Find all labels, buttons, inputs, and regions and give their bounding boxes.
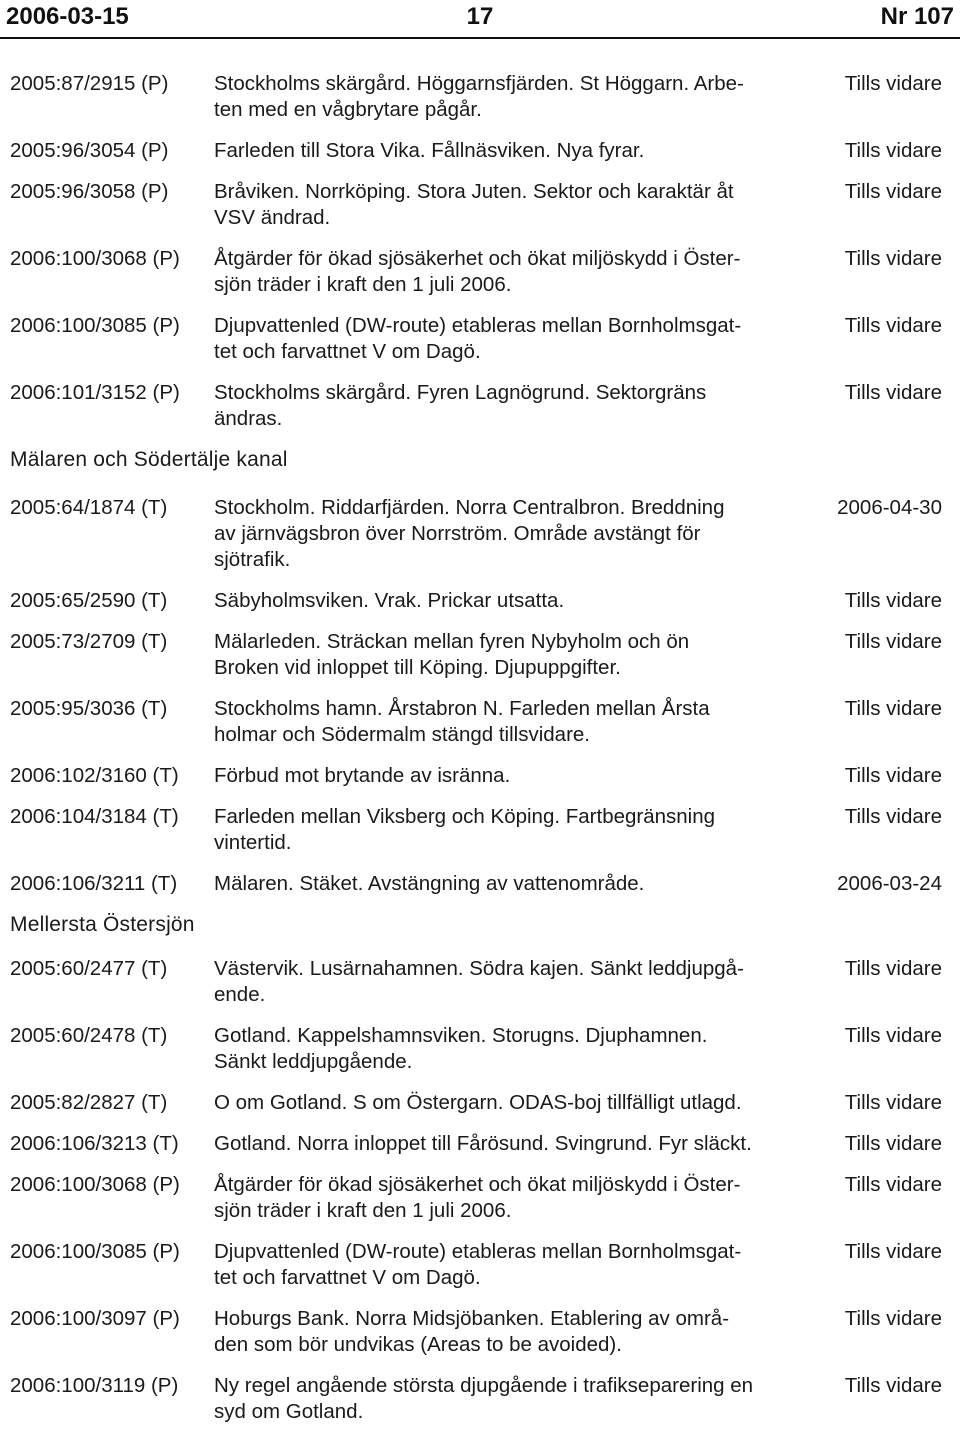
notice-description: Stockholm. Riddarfjärden. Norra Centralbron. Breddning av järnvägsbron över Norrström. Område avstängt för sjötrafik. xyxy=(214,496,725,571)
notice-description: Gotland. Norra inloppet till Fårösund. Svingrund. Fyr släckt. xyxy=(214,1132,752,1155)
notice-description: Stockholms skärgård. Höggarnsfjärden. St Höggarn. Arbe- ten med en vågbrytare pågår. xyxy=(214,72,744,121)
page-header xyxy=(0,0,960,34)
notice-id: 2005:60/2477 (T) xyxy=(10,957,168,980)
notice-id: 2006:106/3213 (T) xyxy=(10,1132,179,1155)
notice-id: 2006:100/3068 (P) xyxy=(10,1173,180,1196)
header-page-number: 17 xyxy=(466,3,494,30)
notice-description: Djupvattenled (DW-route) etableras mellan Bornholmsgat- tet och farvattnet V om Dagö. xyxy=(214,314,742,363)
notice-description: Åtgärder för ökad sjösäkerhet och ökat miljöskydd i Öster- sjön träder i kraft den 1 juli 2006. xyxy=(214,1173,741,1222)
header-issue-number: Nr 107 xyxy=(880,3,954,30)
notice-description: Mälaren. Stäket. Avstängning av vattenområde. xyxy=(214,872,645,895)
notice-entry xyxy=(0,1131,960,1157)
header-date: 2006-03-15 xyxy=(6,3,129,30)
notice-entry xyxy=(0,588,960,614)
notice-entry xyxy=(0,138,960,164)
notice-description: O om Gotland. S om Östergarn. ODAS-boj tillfälligt utlagd. xyxy=(214,1091,742,1114)
notice-status: 2006-04-30 xyxy=(837,496,942,519)
notice-description: Säbyholmsviken. Vrak. Prickar utsatta. xyxy=(214,589,565,612)
notice-id: 2005:73/2709 (T) xyxy=(10,630,168,653)
notice-description: Bråviken. Norrköping. Stora Juten. Sektor och karaktär åt VSV ändrad. xyxy=(214,180,734,229)
notice-entry xyxy=(0,1239,960,1291)
notice-entry xyxy=(0,495,960,573)
notice-status: Tills vidare xyxy=(844,957,942,980)
notice-status: Tills vidare xyxy=(844,697,942,720)
notice-group-1 xyxy=(0,71,960,432)
notice-entry xyxy=(0,1023,960,1075)
notice-entry xyxy=(0,696,960,748)
notice-description: Hoburgs Bank. Norra Midsjöbanken. Etablering av områ- den som bör undvikas (Areas to be avoided). xyxy=(214,1307,730,1356)
notice-status: Tills vidare xyxy=(844,805,942,828)
notice-id: 2006:100/3097 (P) xyxy=(10,1307,180,1330)
notice-status: Tills vidare xyxy=(844,1307,942,1330)
notice-id: 2006:104/3184 (T) xyxy=(10,805,179,828)
section-heading-malaren: Mälaren och Södertälje kanal xyxy=(10,448,288,471)
notice-status: Tills vidare xyxy=(844,247,942,270)
notice-group-3 xyxy=(0,956,960,1425)
header-rule xyxy=(0,37,960,39)
notice-id: 2005:60/2478 (T) xyxy=(10,1024,168,1047)
notice-status: Tills vidare xyxy=(844,630,942,653)
notice-entry xyxy=(0,313,960,365)
notice-status: Tills vidare xyxy=(844,314,942,337)
notice-id: 2005:65/2590 (T) xyxy=(10,589,168,612)
notice-entry xyxy=(0,763,960,789)
notice-id: 2005:87/2915 (P) xyxy=(10,72,169,95)
notice-entry xyxy=(0,1090,960,1116)
notice-status: 2006-03-24 xyxy=(837,872,942,895)
notice-entry xyxy=(0,246,960,298)
notice-entry xyxy=(0,871,960,897)
notice-status: Tills vidare xyxy=(844,139,942,162)
notice-entry xyxy=(0,71,960,123)
notice-status: Tills vidare xyxy=(844,1374,942,1397)
notice-status: Tills vidare xyxy=(844,72,942,95)
notice-entry xyxy=(0,1172,960,1224)
notice-id: 2006:102/3160 (T) xyxy=(10,764,179,787)
notice-entry xyxy=(0,1373,960,1425)
notice-list xyxy=(0,71,960,1440)
notice-status: Tills vidare xyxy=(844,1173,942,1196)
notice-entry xyxy=(0,956,960,1008)
notice-description: Förbud mot brytande av isränna. xyxy=(214,764,511,787)
notice-id: 2005:95/3036 (T) xyxy=(10,697,168,720)
notice-id: 2005:82/2827 (T) xyxy=(10,1091,168,1114)
notice-id: 2006:101/3152 (P) xyxy=(10,381,180,404)
notice-description: Stockholms hamn. Årstabron N. Farleden mellan Årsta holmar och Södermalm stängd tillsvidare. xyxy=(214,697,710,746)
notice-id: 2006:100/3119 (P) xyxy=(10,1374,179,1397)
notice-id: 2006:106/3211 (T) xyxy=(10,872,178,895)
notice-id: 2006:100/3085 (P) xyxy=(10,314,180,337)
notice-status: Tills vidare xyxy=(844,1132,942,1155)
notice-description: Farleden mellan Viksberg och Köping. Fartbegränsning vintertid. xyxy=(214,805,716,854)
notice-status: Tills vidare xyxy=(844,180,942,203)
notice-description: Åtgärder för ökad sjösäkerhet och ökat miljöskydd i Öster- sjön träder i kraft den 1 juli 2006. xyxy=(214,247,741,296)
notice-status: Tills vidare xyxy=(844,1091,942,1114)
notice-entry xyxy=(0,179,960,231)
notice-status: Tills vidare xyxy=(844,1240,942,1263)
notice-entry xyxy=(0,804,960,856)
notice-description: Farleden till Stora Vika. Fållnäsviken. Nya fyrar. xyxy=(214,139,645,162)
notice-entry xyxy=(0,1306,960,1358)
notice-status: Tills vidare xyxy=(844,764,942,787)
notice-description: Västervik. Lusärnahamnen. Södra kajen. Sänkt leddjupgå- ende. xyxy=(214,957,744,1006)
notice-group-2 xyxy=(0,495,960,897)
notice-description: Mälarleden. Sträckan mellan fyren Nybyholm och ön Broken vid inloppet till Köping. Djupuppgifter. xyxy=(214,630,690,679)
notice-status: Tills vidare xyxy=(844,1024,942,1047)
notice-entry xyxy=(0,629,960,681)
section-heading-ostersjon: Mellersta Östersjön xyxy=(10,913,195,936)
notice-description: Stockholms skärgård. Fyren Lagnögrund. Sektorgräns ändras. xyxy=(214,381,707,430)
notice-status: Tills vidare xyxy=(844,381,942,404)
notice-status: Tills vidare xyxy=(844,589,942,612)
notice-entry xyxy=(0,380,960,432)
notice-description: Djupvattenled (DW-route) etableras mellan Bornholmsgat- tet och farvattnet V om Dagö. xyxy=(214,1240,742,1289)
notice-description: Ny regel angående största djupgående i trafikseparering en syd om Gotland. xyxy=(214,1374,754,1423)
notice-id: 2005:96/3054 (P) xyxy=(10,139,169,162)
notice-id: 2005:64/1874 (T) xyxy=(10,496,168,519)
notice-id: 2006:100/3085 (P) xyxy=(10,1240,180,1263)
notice-id: 2005:96/3058 (P) xyxy=(10,180,169,203)
notice-description: Gotland. Kappelshamnsviken. Storugns. Djuphamnen. Sänkt leddjupgående. xyxy=(214,1024,708,1073)
notice-id: 2006:100/3068 (P) xyxy=(10,247,180,270)
